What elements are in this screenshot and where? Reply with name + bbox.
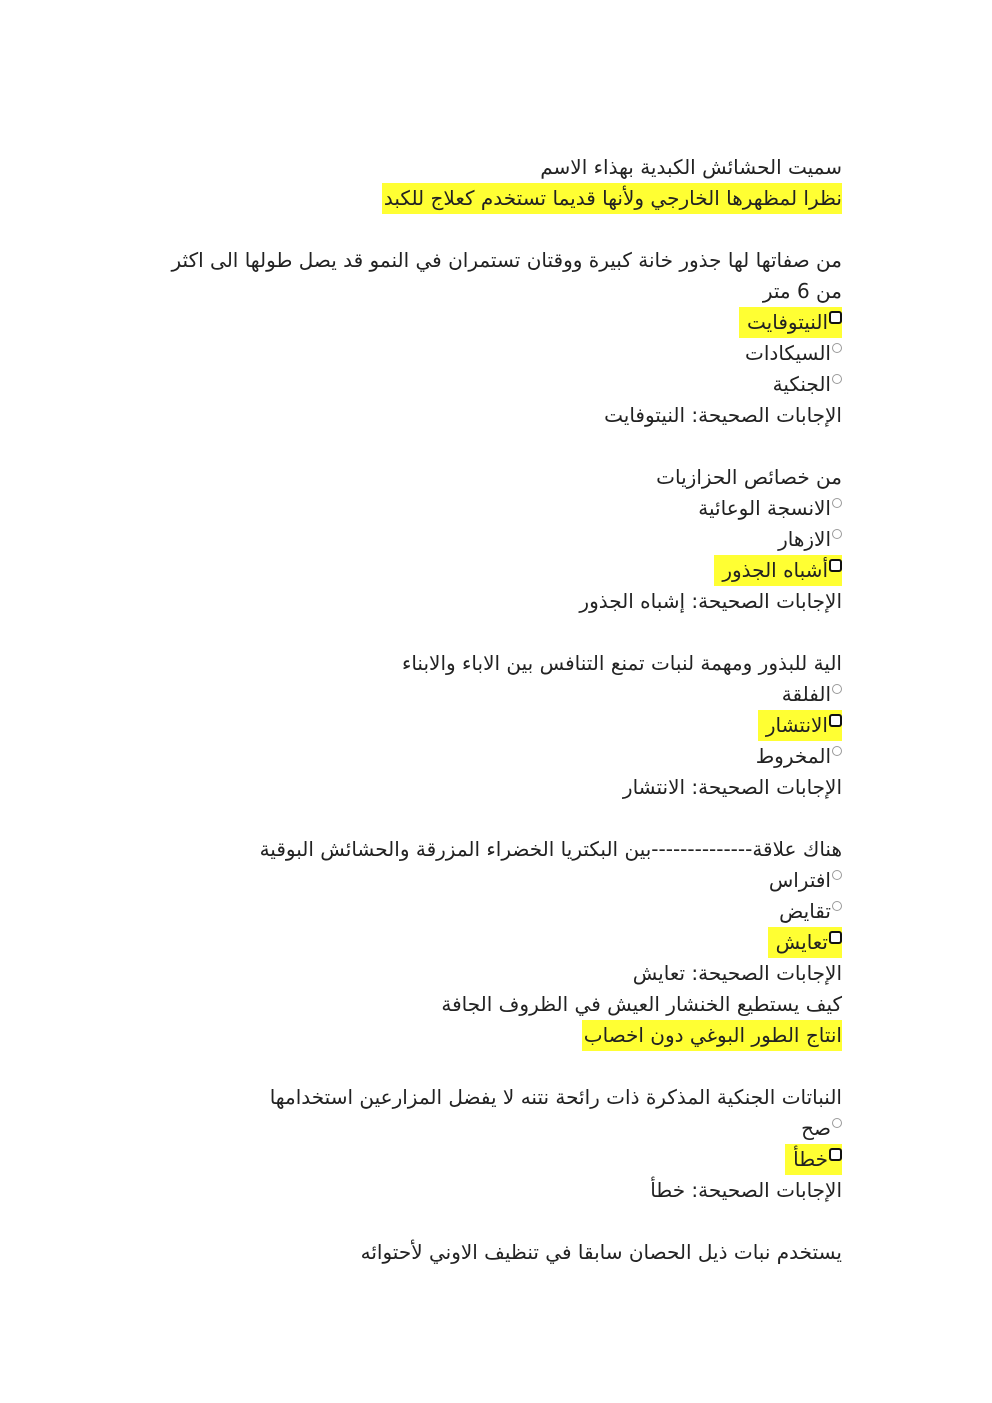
radio-icon[interactable] [832, 343, 842, 353]
option-label: الانتشار [765, 713, 828, 737]
option-label: الانسجة الوعائية [698, 496, 831, 520]
answer-option[interactable] [150, 307, 842, 338]
correct-answer: الإجابات الصحيحة: الانتشار [622, 775, 842, 799]
option-label: السيكادات [745, 341, 831, 365]
answer-option[interactable] [150, 927, 842, 958]
answer-option[interactable] [150, 865, 842, 896]
question-text: يستخدم نبات ذيل الحصان سابقا في تنظيف الاوني لأحتوائه [360, 1240, 842, 1264]
radio-icon[interactable] [832, 374, 842, 384]
radio-selected-icon[interactable] [829, 1148, 842, 1161]
option-label: المخروط [755, 744, 831, 768]
answer-option[interactable] [150, 679, 842, 710]
document-page [150, 152, 842, 1268]
radio-icon[interactable] [832, 746, 842, 756]
correct-answer: الإجابات الصحيحة: تعايش [632, 961, 842, 985]
correct-answer: الإجابات الصحيحة: النيتوفايت [604, 403, 842, 427]
radio-icon[interactable] [832, 498, 842, 508]
answer-option[interactable] [150, 896, 842, 927]
radio-selected-icon[interactable] [829, 559, 842, 572]
option-label: صح [801, 1116, 831, 1140]
option-label: الازهار [778, 527, 831, 551]
answer-option[interactable] [150, 741, 842, 772]
answer-option[interactable] [150, 555, 842, 586]
answer-option[interactable] [150, 338, 842, 369]
option-label: النيتوفايت [747, 310, 828, 334]
question-text: النباتات الجنكية المذكرة ذات رائحة نتنه لا يفضل المزارعين استخدامها [269, 1085, 842, 1109]
option-label: افتراس [768, 868, 831, 892]
option-label: الفلقة [781, 682, 831, 706]
option-label: خطأ [793, 1147, 828, 1171]
correct-answer: الإجابات الصحيحة: إشباه الجذور [579, 589, 842, 613]
option-label: تعايش [775, 930, 828, 954]
answer-option[interactable] [150, 369, 842, 400]
option-label: تقايض [779, 899, 831, 923]
answer-option[interactable] [150, 1113, 842, 1144]
highlighted-answer: انتاج الطور البوغي دون اخصاب [582, 1020, 842, 1051]
radio-selected-icon[interactable] [829, 311, 842, 324]
correct-answer: الإجابات الصحيحة: خطأ [650, 1178, 842, 1202]
question-text: كيف يستطيع الخنشار العيش في الظروف الجافة [441, 992, 842, 1016]
answer-option[interactable] [150, 1144, 842, 1175]
question-text: من صفاتها لها جذور خانة كبيرة ووقتان تستمران في النمو قد يصل طولها الى اكثر من 6 متر [171, 248, 842, 303]
radio-icon[interactable] [832, 1118, 842, 1128]
answer-option[interactable] [150, 493, 842, 524]
highlighted-answer: نظرا لمظهرها الخارجي ولأنها قديما تستخدم كعلاج للكبد [382, 183, 842, 214]
radio-icon[interactable] [832, 684, 842, 694]
question-text: من خصائص الحزازيات [656, 465, 842, 489]
radio-icon[interactable] [832, 870, 842, 880]
question-text: هناك علاقة--------------بين البكتريا الخضراء المزرقة والحشائش البوقية [259, 837, 842, 861]
radio-icon[interactable] [832, 529, 842, 539]
question-text: سميت الحشائش الكبدية بهذاء الاسم [540, 155, 842, 179]
option-label: الجنكية [772, 372, 831, 396]
question-text: الية للبذور ومهمة لنبات تمنع التنافس بين الاباء والابناء [401, 651, 842, 675]
radio-selected-icon[interactable] [829, 931, 842, 944]
radio-icon[interactable] [832, 901, 842, 911]
answer-option[interactable] [150, 524, 842, 555]
radio-selected-icon[interactable] [829, 714, 842, 727]
answer-option[interactable] [150, 710, 842, 741]
option-label: أشباه الجذور [722, 558, 828, 582]
